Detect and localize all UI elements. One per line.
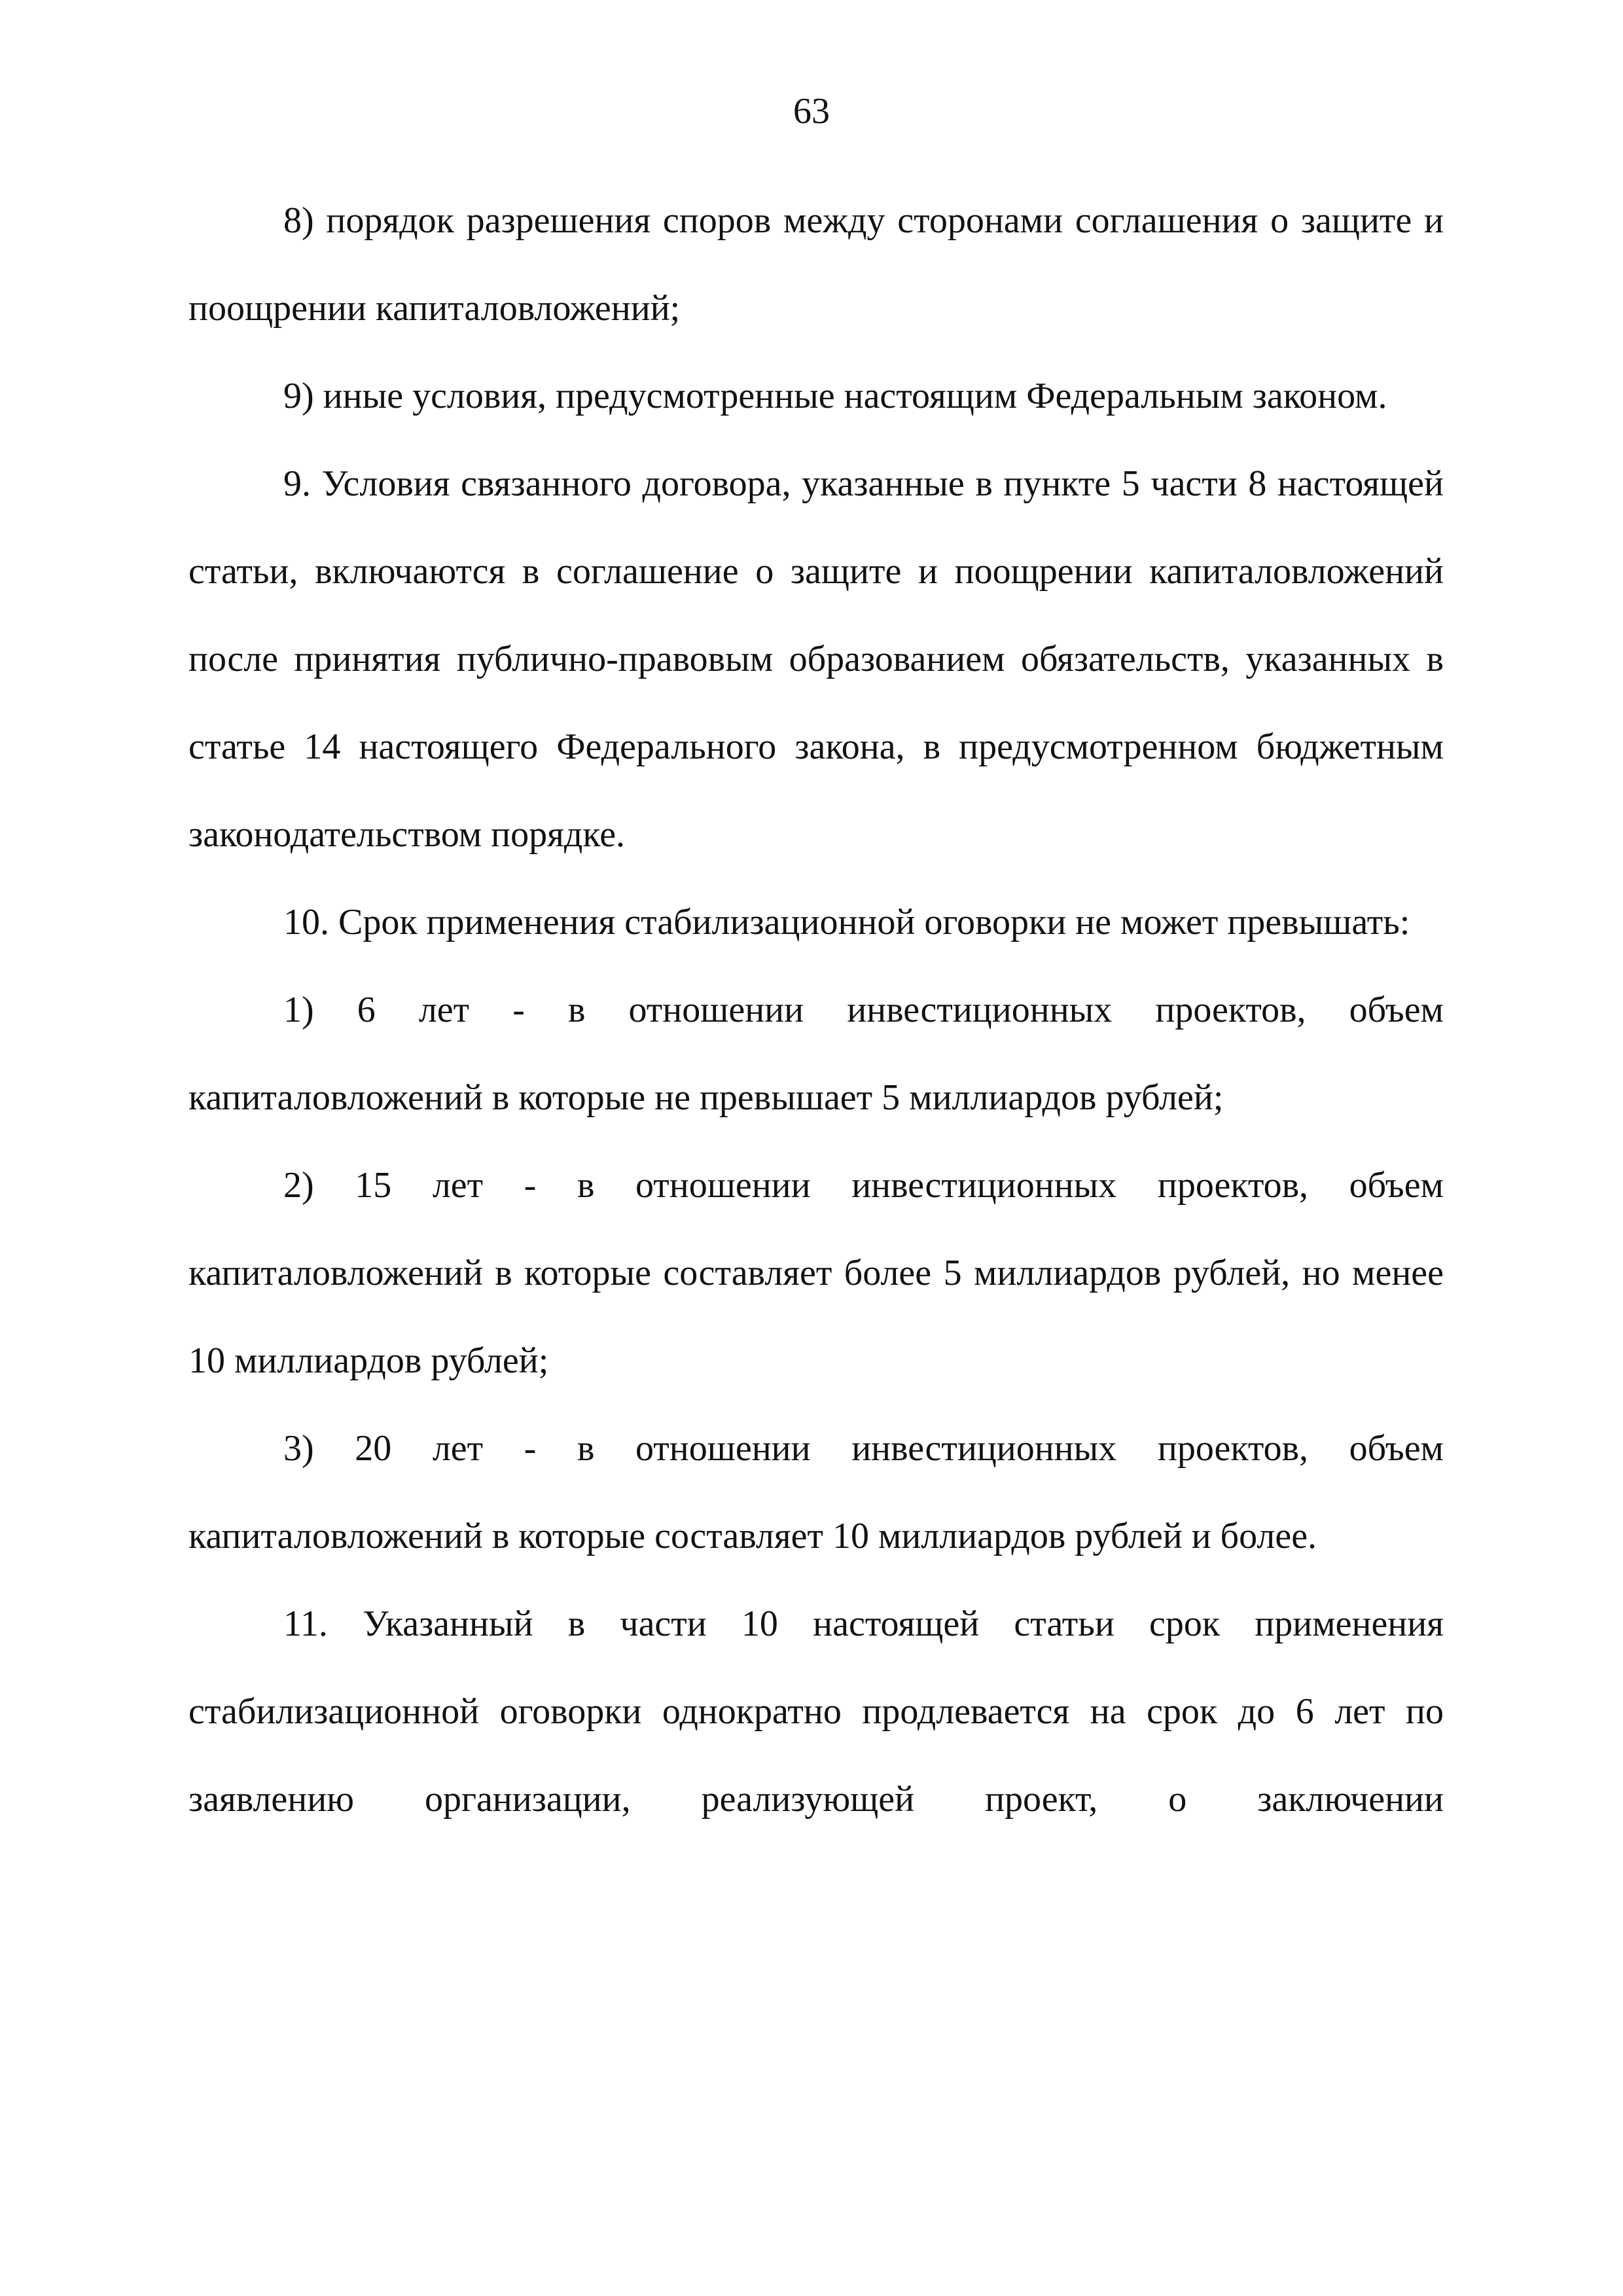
paragraph-item-9: 9) иные условия, предусмотренные настоящим Федеральным законом. xyxy=(283,376,1387,416)
paragraph-term-2: 2) 15 лет - в отношении инвестиционных проектов, объем капиталовложений в которые составляет более 5 миллиардов рублей, но менее 10 миллиардов рублей; xyxy=(188,1165,1444,1381)
paragraph-part-9: 9. Условия связанного договора, указанные в пункте 5 части 8 настоящей статьи, включаются в соглашение о защите и поощрении капиталовложений после принятия публично-правовым образованием обязательств, указанных в статье 14 настоящего Федерального закона, в предусмотренном бюджетным законодательством порядке. xyxy=(188,463,1444,855)
document-body xyxy=(188,177,1444,1843)
paragraph-part-10: 10. Срок применения стабилизационной оговорки не может превышать: xyxy=(283,902,1410,942)
paragraph-part-11: 11. Указанный в части 10 настоящей статьи срок применения стабилизационной оговорки однократно продлевается на срок до 6 лет по заявлению организации, реализующей проект, о заключении xyxy=(188,1604,1444,1820)
page-number: 63 xyxy=(793,91,830,132)
paragraph-term-3: 3) 20 лет - в отношении инвестиционных проектов, объем капиталовложений в которые составляет 10 миллиардов рублей и более. xyxy=(188,1428,1444,1556)
paragraph-item-8: 8) порядок разрешения споров между сторонами соглашения о защите и поощрении капиталовложений; xyxy=(188,200,1444,329)
paragraph-term-1: 1) 6 лет - в отношении инвестиционных проектов, объем капиталовложений в которые не превышает 5 миллиардов рублей; xyxy=(188,990,1444,1118)
